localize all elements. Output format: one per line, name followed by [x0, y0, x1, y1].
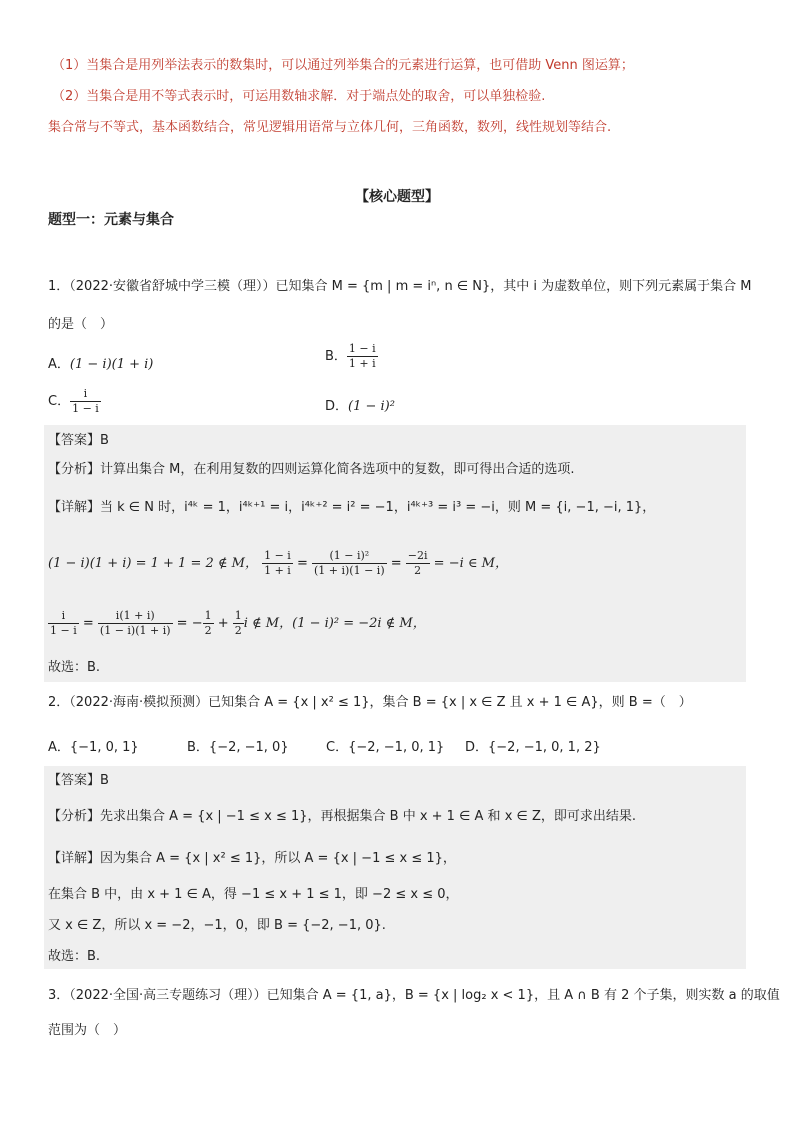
q2-option-b: B．{−2, −1, 0} — [187, 740, 289, 755]
intro-line-3: 集合常与不等式，基本函数结合，常见逻辑用语常与立体几何，三角函数，数列，线性规划等结合. — [48, 120, 612, 135]
q2-stem: 2．（2022·海南·模拟预测）已知集合 A = {x | x² ≤ 1}，集合 B = {x | x ∈ Z 且 x + 1 ∈ A}，则 B =（ ） — [48, 695, 692, 710]
q1-d2-f1-num: 1 − i — [264, 549, 291, 562]
q2-answer: 【答案】B — [48, 773, 109, 788]
q1-d3-plus: + — [213, 616, 233, 631]
q1-option-b — [325, 342, 378, 371]
q1-detail-line-1: 【详解】当 k ∈ N 时，i⁴ᵏ = 1，i⁴ᵏ⁺¹ = i，i⁴ᵏ⁺² = i² = −1，i⁴ᵏ⁺³ = i³ = −i，则 M = {i, −1, −i, 1}， — [48, 500, 656, 515]
q1-detail-3-frac-4 — [233, 609, 244, 638]
q1-option-c-den: 1 − i — [72, 402, 99, 415]
q1-d2-tail: = −i ∈ M， — [429, 556, 508, 571]
q1-analysis: 【分析】计算出集合 M，在利用复数的四则运算化简各选项中的复数，即可得出合适的选项. — [48, 462, 575, 477]
intro-line-1: （1）当集合是用列举法表示的数集时，可以通过列举集合的元素进行运算，也可借助 Venn 图运算； — [52, 58, 634, 73]
q1-stem: 1．（2022·安徽省舒城中学三模（理））已知集合 M = {m | m = iⁿ, n ∈ N}，其中 i 为虚数单位，则下列元素属于集合 M — [48, 279, 752, 294]
q1-d3-f3-num: 1 — [204, 609, 212, 622]
q1-d3-f2-num: i(1 + i) — [98, 609, 173, 624]
intro-line-2: （2）当集合是用不等式表示时，可运用数轴求解．对于端点处的取舍，可以单独检验. — [52, 89, 546, 104]
q1-detail-3-frac-3 — [203, 609, 214, 638]
q1-option-d-expr: (1 − i)² — [348, 399, 395, 414]
q1-option-b-den: 1 + i — [348, 357, 376, 370]
q1-detail-2-frac-3 — [406, 549, 430, 578]
q2-option-c: C．{−2, −1, 0, 1} — [326, 740, 445, 755]
q1-d3-f3-den: 2 — [204, 624, 212, 637]
q2-solution-box — [44, 766, 746, 969]
q1-option-a — [48, 353, 153, 372]
q1-d3-mid: = − — [172, 616, 203, 631]
q1-option-c — [48, 387, 101, 416]
q1-conclusion: 故选：B. — [48, 660, 101, 675]
q1-d3-tail: i ∉ M，(1 − i)² = −2i ∉ M， — [243, 616, 426, 631]
q1-detail-line-3 — [48, 609, 426, 639]
q1-option-b-fraction — [347, 342, 378, 371]
q1-option-b-num: 1 − i — [348, 342, 376, 355]
q1-detail-line-2 — [48, 549, 508, 579]
q1-d2-f3-num: −2i — [407, 549, 428, 562]
q1-option-c-label: C． — [48, 394, 71, 409]
q1-stem-cont: 的是（ ） — [48, 317, 114, 332]
q2-detail-line-1: 【详解】因为集合 A = {x | x² ≤ 1}，所以 A = {x | −1 ≤ x ≤ 1}， — [48, 851, 456, 866]
q1-detail-3-frac-1 — [48, 609, 79, 638]
q2-detail-line-2: 在集合 B 中，由 x + 1 ∈ A，得 −1 ≤ x + 1 ≤ 1，即 −2 ≤ x ≤ 0， — [48, 887, 459, 902]
q1-option-a-label: A． — [48, 357, 70, 372]
q1-d3-f2-den: (1 − i)(1 + i) — [99, 624, 171, 637]
q1-d3-f4-num: 1 — [234, 609, 242, 622]
q1-detail-2-frac-2 — [312, 549, 387, 578]
q2-analysis: 【分析】先求出集合 A = {x | −1 ≤ x ≤ 1}，再根据集合 B 中 x + 1 ∈ A 和 x ∈ Z，即可求出结果. — [48, 809, 637, 824]
q1-detail-3-frac-2 — [98, 609, 173, 638]
q2-detail-line-3: 又 x ∈ Z，所以 x = −2，−1，0，即 B = {−2, −1, 0}. — [48, 918, 386, 933]
q1-option-b-label: B． — [325, 349, 347, 364]
q1-d2-f3-den: 2 — [414, 564, 422, 577]
q3-stem: 3．（2022·全国·高三专题练习（理））已知集合 A = {1, a}，B = {x | log₂ x < 1}，且 A ∩ B 有 2 个子集，则实数 a 的取值 — [48, 988, 780, 1003]
q1-d3-f4-den: 2 — [234, 624, 242, 637]
q1-answer: 【答案】B — [48, 433, 109, 448]
q1-option-d-label: D． — [325, 399, 349, 414]
section-title: 【核心题型】 — [355, 189, 439, 205]
q1-d2-eq-2: = — [386, 556, 406, 571]
q2-option-a: A．{−1, 0, 1} — [48, 740, 139, 755]
q1-option-d — [325, 395, 395, 414]
q3-stem-cont: 范围为（ ） — [48, 1023, 127, 1038]
q2-conclusion: 故选：B. — [48, 949, 101, 964]
q1-d3-f1-num: i — [48, 609, 79, 624]
topic-title: 题型一：元素与集合 — [48, 212, 174, 228]
q1-d3-eq-1: = — [78, 616, 98, 631]
q1-d2-eq-1: = — [292, 556, 312, 571]
q1-option-a-expr: (1 − i)(1 + i) — [69, 357, 154, 372]
q1-d2-f2-num: (1 − i)² — [312, 549, 387, 564]
q1-option-c-fraction — [70, 387, 101, 416]
q1-d2-f1-den: 1 + i — [264, 564, 291, 577]
q1-d2-f2-den: (1 + i)(1 − i) — [314, 564, 385, 577]
q2-option-d: D．{−2, −1, 0, 1, 2} — [465, 740, 601, 755]
q1-option-c-num: i — [70, 387, 101, 402]
q1-detail-2-frac-1 — [262, 549, 293, 578]
q1-d3-f1-den: 1 − i — [50, 624, 77, 637]
q1-detail-2-part-a: (1 − i)(1 + i) = 1 + 1 = 2 ∉ M， — [48, 556, 258, 571]
q1-solution-box — [44, 425, 746, 682]
